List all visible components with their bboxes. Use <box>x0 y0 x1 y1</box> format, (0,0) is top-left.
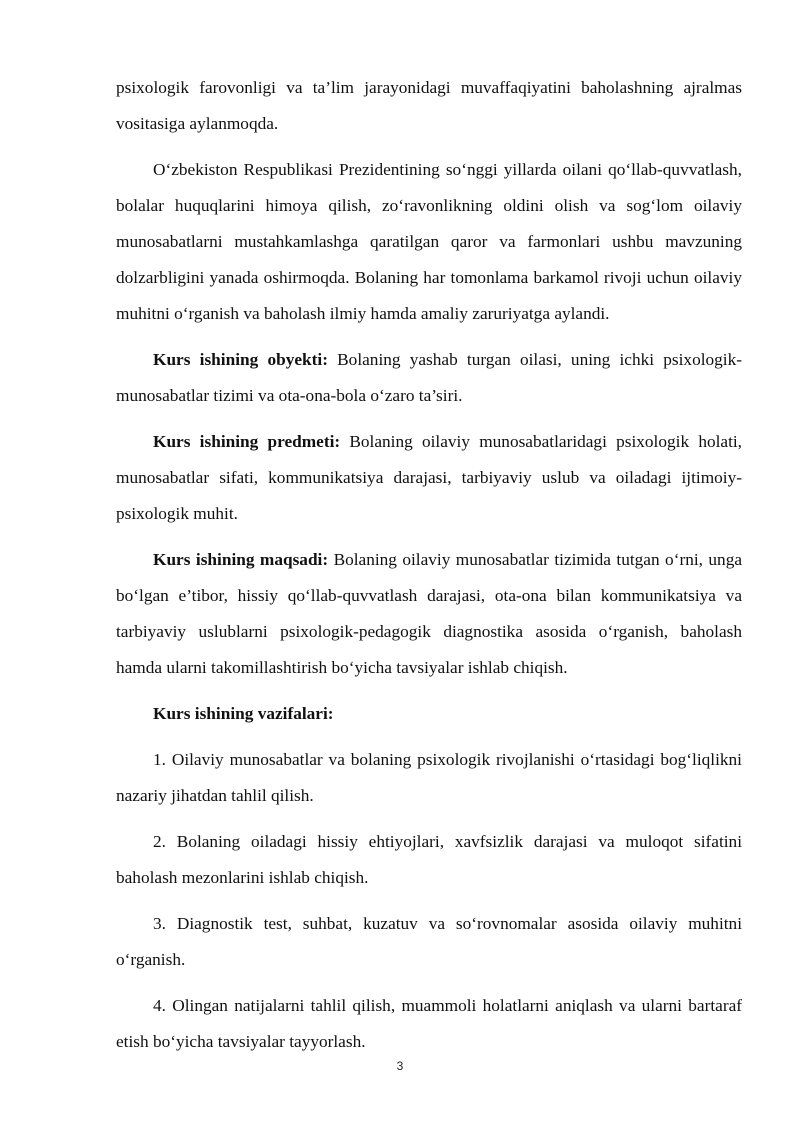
paragraph-tasks-heading <box>116 696 742 732</box>
tasks-heading: Kurs ishining vazifalari: <box>153 704 334 723</box>
subject-heading: Kurs ishining predmeti: <box>153 432 341 451</box>
page-number: 3 <box>396 1059 404 1073</box>
paragraph-relevance: O‘zbekiston Respublikasi Prezidentining so‘nggi yillarda oilani qo‘llab-quvvatlash, bolalar huquqlarini himoya qilish, zo‘ravonlikning oldini olish va sog‘lom oilaviy munosabatlarni mustahkamlashga qaratilgan qaror va farmonlari ushbu mavzuning dolzarbligini yanada oshirmoqda. Bolaning har tomonlama barkamol rivoji uchun oilaviy muhitni o‘rganish va baholash ilmiy hamda amaliy zaruriyatga aylandi. <box>116 160 742 323</box>
task-item-3: 3. Diagnostik test, suhbat, kuzatuv va so‘rovnomalar asosida oilaviy muhitni o‘rganish. <box>116 914 742 969</box>
paragraph-continuation: psixologik farovonligi va ta’lim jarayonidagi muvaffaqiyatini baholashning ajralmas vositasiga aylanmoqda. <box>116 78 742 133</box>
goal-text: Bolaning oilaviy munosabatlar tizimida tutgan o‘rni, unga bo‘lgan e’tibor, hissiy qo‘llab-quvvatlash darajasi, ota-ona bilan kommunikatsiya va tarbiyaviy uslublarni psixologik-pedagogik diagnostika asosida o‘rganish, baholash hamda ularni takomillashtirish bo‘yicha tavsiyalar ishlab chiqish. <box>116 550 743 677</box>
object-heading: Kurs ishining obyekti: <box>153 350 328 369</box>
goal-heading: Kurs ishining maqsadi: <box>153 550 329 569</box>
paragraph-goal <box>116 542 742 686</box>
paragraph-object <box>116 342 742 414</box>
task-item-1: 1. Oilaviy munosabatlar va bolaning psixologik rivojlanishi o‘rtasidagi bog‘liqlikni nazariy jihatdan tahlil qilish. <box>116 750 742 805</box>
subject-text: Bolaning oilaviy munosabatlaridagi psixologik holati, munosabatlar sifati, kommunikatsiya darajasi, tarbiyaviy uslub va oiladagi ijtimoiy-psixologik muhit. <box>116 432 742 523</box>
task-item-4: 4. Olingan natijalarni tahlil qilish, muammoli holatlarni aniqlash va ularni bartaraf etish bo‘yicha tavsiyalar tayyorlash. <box>116 996 742 1051</box>
task-item-2: 2. Bolaning oiladagi hissiy ehtiyojlari, xavfsizlik darajasi va muloqot sifatini baholash mezonlarini ishlab chiqish. <box>116 832 742 887</box>
object-text: Bolaning yashab turgan oilasi, uning ichki psixologik-munosabatlar tizimi va ota-ona-bola o‘zaro ta’siri. <box>116 350 742 405</box>
paragraph-subject <box>116 424 742 532</box>
body-text <box>116 70 742 1060</box>
